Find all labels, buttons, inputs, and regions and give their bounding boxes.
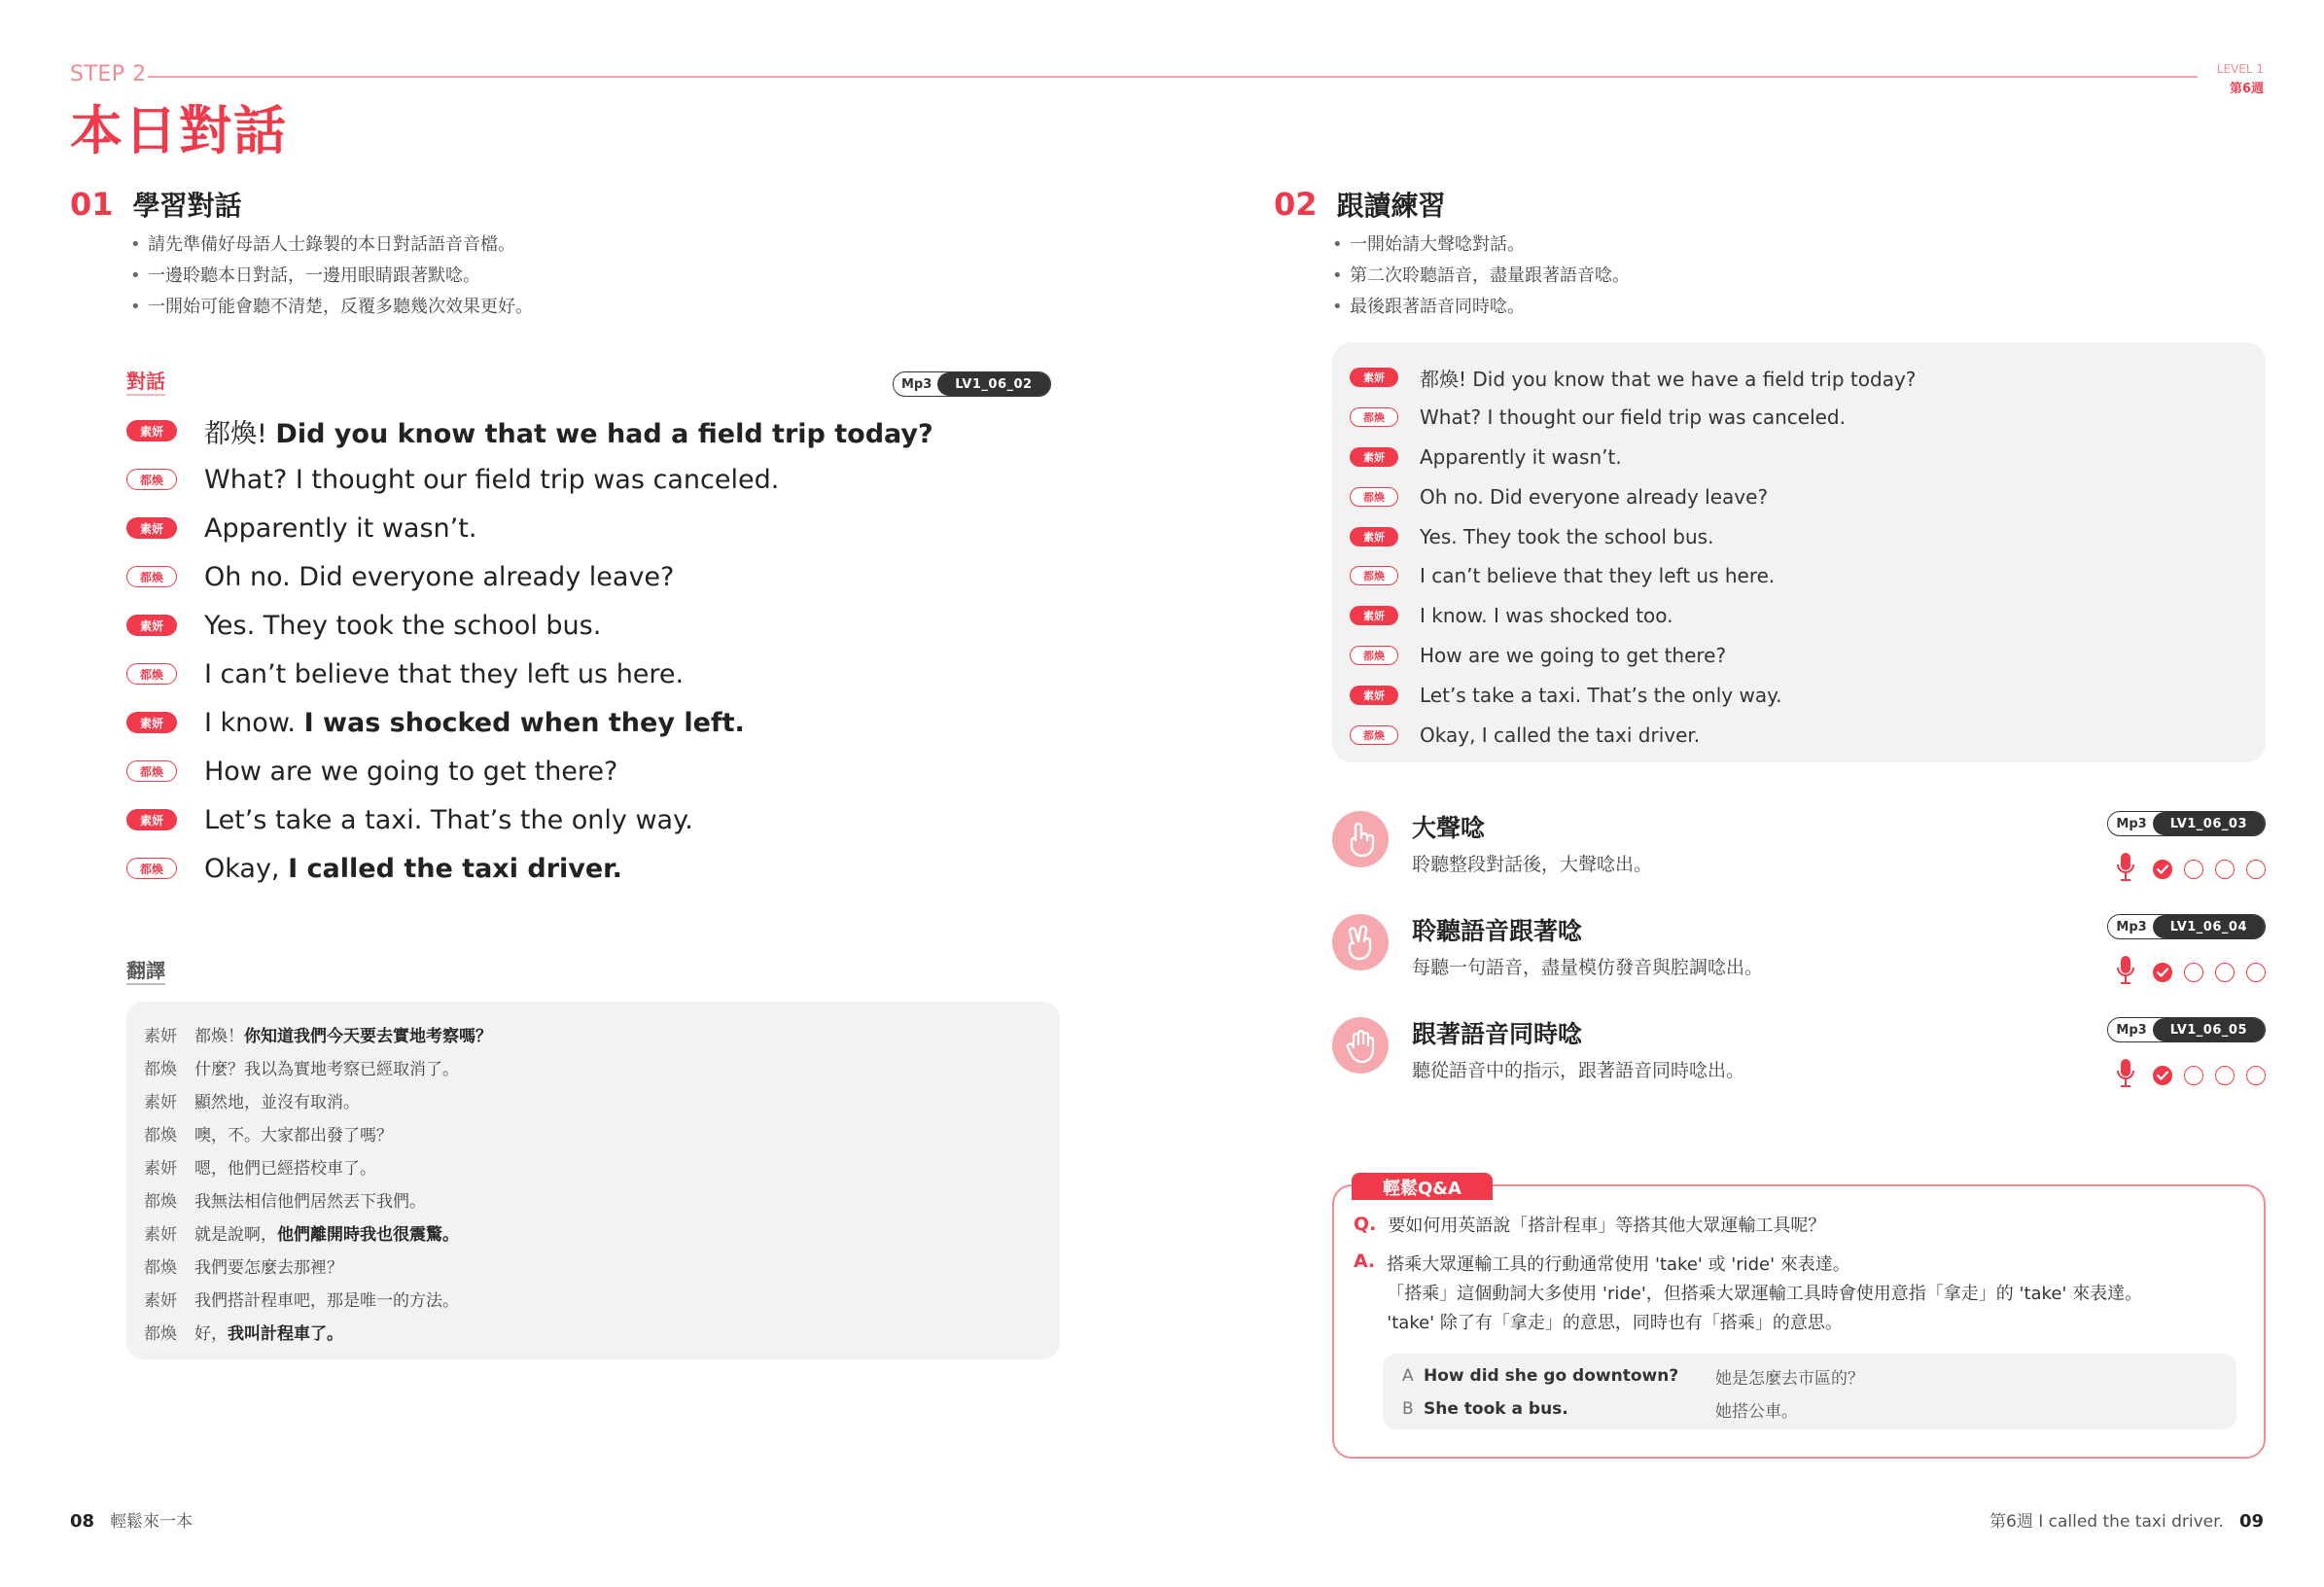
translation-row — [144, 1050, 1042, 1083]
speaker-badge: 都煥 — [126, 469, 177, 490]
speaker-badge: 都煥 — [1350, 646, 1398, 665]
translation-text — [194, 1253, 343, 1278]
practice-text — [1412, 809, 1652, 876]
one-finger-hand-icon — [1332, 811, 1389, 867]
book-title: 輕鬆來一本 — [110, 1512, 194, 1532]
mp3-code: LV1_06_03 — [2153, 812, 2265, 835]
translation-text-plain: 好， — [194, 1323, 228, 1344]
translation-speaker: 素妍 — [144, 1224, 177, 1245]
shadowing-row — [1350, 596, 2248, 636]
example-label: A — [1402, 1366, 1414, 1386]
shadowing-text: Yes. They took the school bus. — [1420, 524, 1714, 548]
mp3-code: LV1_06_05 — [2153, 1018, 2265, 1041]
section2-bullets — [1328, 229, 1630, 323]
dialogue-text-bold: Did you know that we had a field trip today? — [275, 418, 933, 449]
shadowing-row — [1350, 516, 2248, 556]
shadowing-row — [1350, 358, 2248, 398]
practice-text — [1412, 1015, 1744, 1082]
check-circle-done[interactable] — [2153, 963, 2172, 982]
check-circle[interactable] — [2184, 1066, 2203, 1085]
dialogue-text-plain: Oh no. Did everyone already leave? — [204, 561, 675, 592]
translation-text-plain: 我無法相信他們居然丟下我們。 — [194, 1191, 426, 1212]
speaker-badge: 素妍 — [126, 517, 177, 539]
dialogue-text — [204, 562, 674, 592]
translation-text — [194, 1220, 459, 1245]
example-label: B — [1402, 1399, 1414, 1419]
speaker-badge: 素妍 — [126, 420, 177, 441]
dialogue-text — [204, 465, 779, 495]
microphone-icon[interactable] — [2116, 1058, 2135, 1093]
section2-number: 02 — [1274, 186, 1318, 223]
dialogue-row — [126, 455, 933, 504]
translation-text — [194, 1121, 393, 1146]
shadowing-text: Let’s take a taxi. That’s the only way. — [1420, 683, 1782, 707]
footer-left — [70, 1507, 193, 1532]
a-mark: A. — [1354, 1251, 1376, 1272]
dialogue-text — [204, 412, 933, 450]
translation-row — [144, 1116, 1042, 1149]
question-text: 要如何用英語說「搭計程車」等搭其他大眾運輸工具呢？ — [1388, 1216, 1826, 1236]
answer-line: 搭乘大眾運輸工具的行動通常使用 'take' 或 'ride' 來表達。 — [1387, 1254, 1850, 1275]
dialogue-text — [204, 854, 622, 884]
mp3-code: LV1_06_02 — [937, 372, 1049, 396]
page-number-right: 09 — [2238, 1511, 2264, 1532]
dialogue-text-plain: How are we going to get there? — [204, 756, 618, 787]
chapter-title: 第6週 I called the taxi driver. — [1989, 1512, 2224, 1532]
shadowing-row — [1350, 715, 2248, 755]
section1-heading — [70, 185, 242, 224]
practice-item — [1332, 912, 2266, 1015]
shadowing-row — [1350, 636, 2248, 676]
translation-speaker: 素妍 — [144, 1026, 177, 1046]
dialogue-text-plain: I can’t believe that they left us here. — [204, 658, 685, 689]
shadowing-box — [1332, 342, 2266, 762]
translation-text-bold: 你知道我們今天要去實地考察嗎？ — [244, 1026, 492, 1046]
shadowing-text: 都煥! Did you know that we have a field trip today? — [1420, 367, 1917, 391]
dialogue-list — [126, 406, 933, 893]
check-circle[interactable] — [2184, 860, 2203, 879]
qa-tag: 輕鬆Q&A — [1352, 1173, 1493, 1200]
dialogue-row — [126, 504, 933, 552]
check-circle[interactable] — [2215, 860, 2235, 879]
header-divider — [148, 76, 2198, 78]
dialogue-text-plain: Yes. They took the school bus. — [204, 610, 602, 641]
mp3-tag: Mp3 — [894, 377, 939, 392]
translation-row — [144, 1149, 1042, 1182]
answer-line: 'take' 除了有「拿走」的意思，同時也有「搭乘」的意思。 — [1387, 1313, 1843, 1333]
bullet-item: • 請先準備好母語人士錄製的本日對話語音音檔。 — [126, 229, 533, 261]
shadowing-text: Oh no. Did everyone already leave? — [1420, 484, 1769, 509]
mp3-badge-dialogue[interactable] — [893, 371, 1051, 397]
shadowing-text: How are we going to get there? — [1420, 643, 1727, 667]
speaker-badge: 素妍 — [1350, 686, 1398, 705]
translation-text — [194, 1022, 492, 1046]
shadowing-row — [1350, 438, 2248, 477]
speaker-badge: 素妍 — [1350, 368, 1398, 387]
dialogue-row — [126, 601, 933, 650]
translation-text-plain: 嗯，他們已經搭校車了。 — [194, 1158, 376, 1179]
translation-speaker: 都煥 — [144, 1257, 177, 1278]
dialogue-text-plain: Okay, — [204, 853, 289, 884]
practice-item — [1332, 809, 2266, 912]
bullet-item: • 一開始可能會聽不清楚，反覆多聽幾次效果更好。 — [126, 292, 533, 323]
check-circle[interactable] — [2184, 963, 2203, 982]
practice-title: 跟著語音同時唸 — [1412, 1020, 1583, 1048]
speaker-badge: 都煥 — [1350, 487, 1398, 507]
dialogue-text-bold: I was shocked when they left. — [303, 707, 745, 738]
speaker-badge: 素妍 — [1350, 606, 1398, 625]
dialogue-text — [204, 611, 601, 641]
dialogue-row — [126, 795, 933, 844]
speaker-badge: 素妍 — [126, 809, 177, 830]
dialogue-text — [204, 805, 693, 835]
dialogue-row — [126, 747, 933, 795]
speaker-badge: 都煥 — [126, 858, 177, 879]
section1-number: 01 — [70, 186, 114, 223]
practice-list — [1332, 809, 2266, 1118]
level-label: LEVEL 1 — [2216, 62, 2264, 76]
example-zh: 她搭公車。 — [1715, 1401, 1798, 1422]
check-circle[interactable] — [2215, 1066, 2235, 1085]
translation-row — [144, 1083, 1042, 1116]
mp3-tag: Mp3 — [2108, 1023, 2154, 1038]
example-row — [1402, 1359, 2217, 1393]
shadowing-row — [1350, 476, 2248, 516]
dialogue-text-plain: Let’s take a taxi. That’s the only way. — [204, 804, 693, 835]
page-title: 本日對話 — [70, 100, 288, 161]
mp3-badge-practice[interactable] — [2107, 811, 2266, 836]
speaker-badge: 素妍 — [1350, 527, 1398, 547]
translation-row — [144, 1182, 1042, 1216]
practice-title: 大聲唸 — [1412, 814, 1486, 842]
section2-title: 跟讀練習 — [1336, 190, 1446, 222]
speaker-badge: 都煥 — [1350, 566, 1398, 585]
dialogue-text-plain: 都煥! — [204, 418, 276, 449]
example-en: She took a bus. — [1424, 1399, 1568, 1419]
check-circle-done[interactable] — [2153, 860, 2172, 879]
example-box — [1383, 1354, 2236, 1429]
practice-item — [1332, 1015, 2266, 1118]
mp3-code: LV1_06_04 — [2153, 915, 2265, 938]
progress-checks — [2116, 955, 2266, 990]
shadowing-row — [1350, 398, 2248, 438]
shadowing-text: Okay, I called the taxi driver. — [1420, 723, 1701, 747]
check-circle-done[interactable] — [2153, 1066, 2172, 1085]
practice-desc: 聆聽整段對話後，大聲唸出。 — [1412, 854, 1653, 875]
check-circle[interactable] — [2246, 963, 2266, 982]
speaker-badge: 素妍 — [126, 615, 177, 636]
dialogue-text — [204, 513, 476, 544]
translation-speaker: 都煥 — [144, 1059, 177, 1079]
progress-checks — [2116, 852, 2266, 887]
bullet-item: • 一開始請大聲唸對話。 — [1328, 229, 1630, 261]
dialogue-row — [126, 552, 933, 601]
shadowing-text: I can’t believe that they left us here. — [1420, 564, 1776, 588]
open-hand-icon — [1332, 1017, 1389, 1074]
translation-text-plain: 都煥！ — [194, 1026, 244, 1046]
check-circle[interactable] — [2215, 963, 2235, 982]
shadowing-row — [1350, 675, 2248, 715]
shadowing-text: Apparently it wasn’t. — [1420, 444, 1622, 469]
example-row — [1402, 1393, 2217, 1426]
translation-text-plain: 顯然地，並沒有取消。 — [194, 1092, 360, 1112]
section2-heading — [1274, 185, 1446, 224]
speaker-badge: 素妍 — [126, 712, 177, 733]
translation-text — [194, 1154, 376, 1179]
section1-title: 學習對話 — [132, 190, 242, 222]
bullet-item: • 一邊聆聽本日對話，一邊用眼睛跟著默唸。 — [126, 261, 533, 292]
translation-row — [144, 1282, 1042, 1315]
example-zh: 她是怎麼去市區的？ — [1715, 1368, 1864, 1389]
translation-text — [194, 1187, 426, 1212]
dialogue-text-bold: I called the taxi driver. — [288, 853, 622, 884]
check-circle[interactable] — [2246, 860, 2266, 879]
bullet-item: • 第二次聆聽語音，盡量跟著語音唸。 — [1328, 261, 1630, 292]
practice-desc: 每聽一句語音，盡量模仿發音與腔調唸出。 — [1412, 957, 1764, 978]
microphone-icon[interactable] — [2116, 955, 2135, 990]
speaker-badge: 都煥 — [126, 566, 177, 587]
translation-text-plain: 我們要怎麼去那裡？ — [194, 1257, 343, 1278]
translation-label: 翻譯 — [126, 959, 165, 982]
translation-text-plain: 噢，不。大家都出發了嗎？ — [194, 1125, 393, 1146]
translation-text — [194, 1287, 459, 1311]
footer-right — [1989, 1507, 2264, 1532]
translation-text-plain: 什麼？我以為實地考察已經取消了。 — [194, 1059, 459, 1079]
dialogue-label: 對話 — [126, 370, 165, 393]
translation-box — [126, 1002, 1060, 1359]
answer-line: 「搭乘」這個動詞大多使用 'ride'，但搭乘大眾運輸工具時會使用意指「拿走」的 'take' 來表達。 — [1387, 1284, 2143, 1304]
speaker-badge: 素妍 — [1350, 447, 1398, 467]
qa-question — [1354, 1212, 1825, 1237]
translation-text — [194, 1320, 343, 1344]
practice-text — [1412, 912, 1763, 979]
translation-speaker: 素妍 — [144, 1158, 177, 1179]
dialogue-text-plain: What? I thought our field trip was canceled. — [204, 464, 780, 495]
mp3-badge-practice[interactable] — [2107, 1017, 2266, 1042]
dialogue-text — [204, 757, 617, 787]
practice-desc: 聽從語音中的指示，跟著語音同時唸出。 — [1412, 1060, 1745, 1081]
speaker-badge: 都煥 — [1350, 407, 1398, 427]
shadowing-text: What? I thought our field trip was canceled. — [1420, 406, 1846, 430]
dialogue-text — [204, 659, 684, 689]
example-en: How did she go downtown? — [1424, 1366, 1679, 1386]
translation-text — [194, 1088, 360, 1112]
translation-row — [144, 1216, 1042, 1249]
translation-text-bold: 他們離開時我也很震驚。 — [277, 1224, 459, 1245]
translation-row — [144, 1249, 1042, 1282]
translation-speaker: 素妍 — [144, 1092, 177, 1112]
translation-speaker: 都煥 — [144, 1191, 177, 1212]
week-label: 第6週 — [2229, 82, 2264, 96]
translation-text-bold: 我叫計程車了。 — [228, 1323, 343, 1344]
check-circle[interactable] — [2246, 1066, 2266, 1085]
progress-checks — [2116, 1058, 2266, 1093]
practice-title: 聆聽語音跟著唸 — [1412, 917, 1583, 945]
microphone-icon[interactable] — [2116, 852, 2135, 887]
speaker-badge: 都煥 — [126, 663, 177, 685]
section1-bullets — [126, 229, 533, 323]
step-label: STEP 2 — [70, 62, 147, 87]
speaker-badge: 都煥 — [126, 760, 177, 782]
dialogue-row — [126, 698, 933, 747]
dialogue-text-plain: Apparently it wasn’t. — [204, 512, 477, 544]
two-finger-hand-icon — [1332, 914, 1389, 970]
translation-text — [194, 1055, 459, 1079]
dialogue-row — [126, 650, 933, 698]
translation-speaker: 都煥 — [144, 1323, 177, 1344]
bullet-item: • 最後跟著語音同時唸。 — [1328, 292, 1630, 323]
dialogue-row — [126, 844, 933, 893]
shadowing-row — [1350, 556, 2248, 596]
speaker-badge: 都煥 — [1350, 725, 1398, 745]
dialogue-text — [204, 708, 745, 738]
dialogue-row — [126, 406, 933, 455]
translation-text-plain: 就是說啊， — [194, 1224, 277, 1245]
translation-speaker: 都煥 — [144, 1125, 177, 1146]
mp3-tag: Mp3 — [2108, 817, 2154, 831]
translation-speaker: 素妍 — [144, 1290, 177, 1311]
q-mark: Q. — [1354, 1214, 1377, 1235]
translation-row — [144, 1017, 1042, 1050]
dialogue-text-plain: I know. — [204, 707, 304, 738]
shadowing-text: I know. I was shocked too. — [1420, 604, 1673, 628]
translation-text-plain: 我們搭計程車吧，那是唯一的方法。 — [194, 1290, 459, 1311]
mp3-badge-practice[interactable] — [2107, 914, 2266, 939]
translation-row — [144, 1315, 1042, 1348]
page-number-left: 08 — [70, 1511, 95, 1532]
mp3-tag: Mp3 — [2108, 920, 2154, 935]
qa-answer — [1354, 1251, 2142, 1338]
